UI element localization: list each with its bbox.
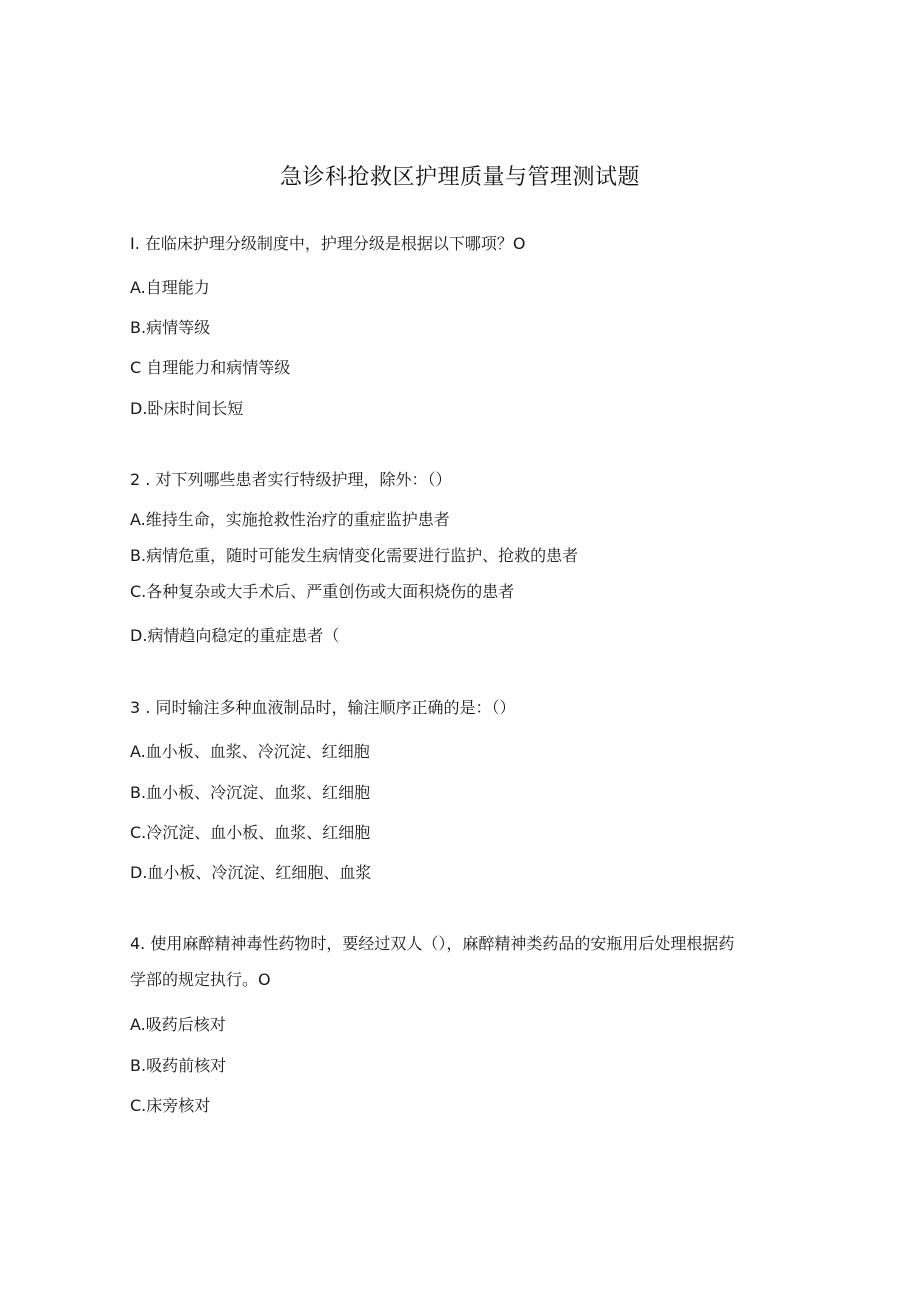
question-2-option-d: D.病情趋向稳定的重症患者（ [130,626,340,645]
question-4-option-c: C.床旁核对 [130,1096,211,1115]
question-1-stem: I. 在临床护理分级制度中，护理分级是根据以下哪项？O [130,234,526,253]
question-1-option-d: D.卧床时间长短 [130,399,244,418]
question-4-stem-line-1: 4. 使用麻醉精神毒性药物时，要经过双人（），麻醉精神类药品的安瓶用后处理根据药 [130,934,735,953]
question-3-option-b: B.血小板、冷沉淀、血浆、红细胞 [130,783,371,802]
question-1-option-a: A.自理能力 [130,278,210,297]
question-4-stem-line-2: 学部的规定执行。O [130,970,271,989]
question-1-option-c: C 自理能力和病情等级 [130,358,291,377]
question-3-option-a: A.血小板、血浆、冷沉淀、红细胞 [130,742,370,761]
question-2-stem: 2 . 对下列哪些患者实行特级护理，除外：（） [130,470,452,489]
question-3-option-c: C.冷沉淀、血小板、血浆、红细胞 [130,823,371,842]
question-2-option-b: B.病情危重，随时可能发生病情变化需要进行监护、抢救的患者 [130,546,579,565]
question-4-option-b: B.吸药前核对 [130,1056,227,1075]
question-4-option-a: A.吸药后核对 [130,1015,226,1034]
question-2-option-c: C.各种复杂或大手术后、严重创伤或大面积烧伤的患者 [130,582,515,601]
question-3-stem: 3 . 同时输注多种血液制品时，输注顺序正确的是：（） [130,698,516,717]
document-title: 急诊科抢救区护理质量与管理测试题 [279,165,640,190]
question-2-option-a: A.维持生命，实施抢救性治疗的重症监护患者 [130,510,450,529]
question-3-option-d: D.血小板、冷沉淀、红细胞、血浆 [130,863,372,882]
question-1-option-b: B.病情等级 [130,318,211,337]
